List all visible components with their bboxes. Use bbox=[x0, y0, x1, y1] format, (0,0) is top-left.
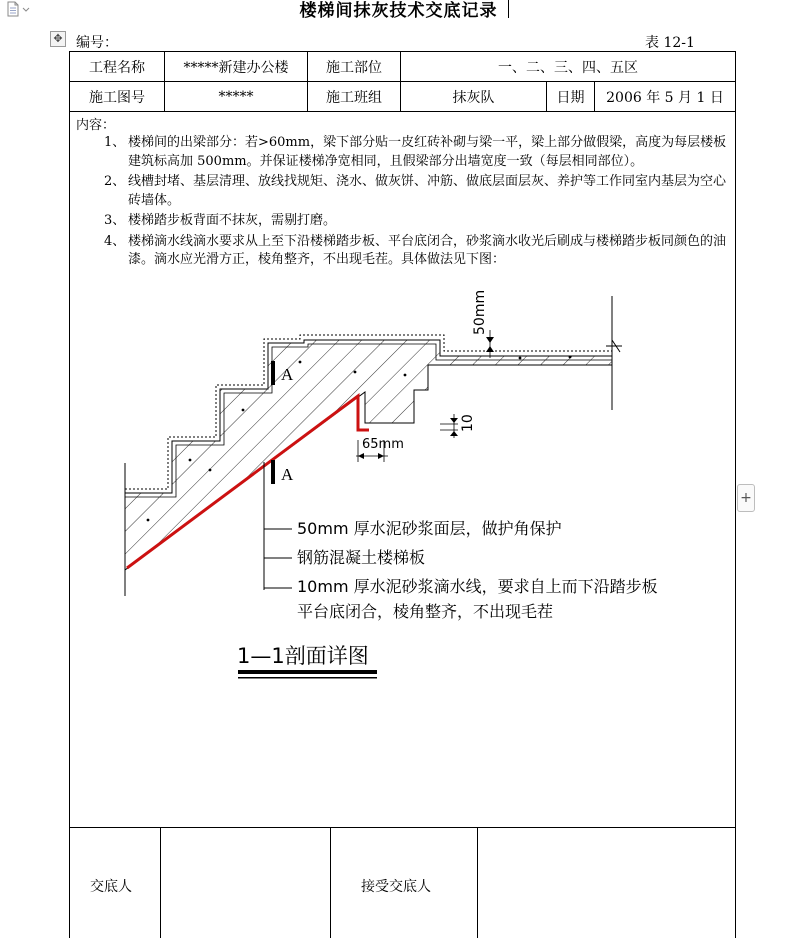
content-label: 内容： bbox=[76, 118, 116, 133]
list-item: 3、 楼梯踏步板背面不抹灰，需剔打磨。 bbox=[104, 213, 337, 228]
location-value[interactable]: 一、二、三、四、五区 bbox=[401, 52, 736, 82]
note-drip-line-2: 平台底闭合，棱角整齐，不出现毛茬 bbox=[297, 602, 554, 621]
date-value[interactable]: 2006 年 5 月 1 日 bbox=[595, 82, 736, 112]
section-mark-bottom-bar bbox=[271, 460, 275, 484]
location-label: 施工部位 bbox=[308, 52, 401, 82]
section-mark-bottom: A bbox=[281, 465, 294, 484]
svg-text:65mm: 65mm bbox=[362, 437, 404, 452]
svg-text:50mm: 50mm bbox=[472, 289, 488, 335]
document-title: 楼梯间抹灰技术交底记录 bbox=[299, 1, 498, 18]
list-item: 4、 楼梯滴水线滴水要求从上至下沿楼梯踏步板、平台底闭合，砂浆滴水收光后刷成与楼梯踏步板同颜色的油漆。滴水应光滑方正，棱角整齐，不出现毛茬。具体做法见下图： bbox=[104, 233, 727, 267]
receiver-label-cell bbox=[330, 828, 478, 938]
break-mark bbox=[606, 340, 622, 352]
drawing-no-label: 施工图号 bbox=[70, 82, 165, 112]
note-drip-line-1: 10mm 厚水泥砂浆滴水线，要求自上而下沿踏步板 bbox=[297, 577, 658, 596]
number-label: 编号： bbox=[76, 35, 118, 51]
team-label: 施工班组 bbox=[308, 82, 401, 112]
project-name-value[interactable]: *****新建办公楼 bbox=[165, 52, 308, 82]
list-item: 2、 线槽封堵、基层清理、放线找规矩、浇水、做灰饼、冲筋、做底层面层灰、养护等工作同室内基层为空心砖墙体。 bbox=[104, 174, 727, 208]
signature-row bbox=[69, 828, 736, 938]
dimension-65mm bbox=[356, 437, 404, 462]
dimension-50mm bbox=[472, 290, 494, 358]
receiver-sign-cell[interactable] bbox=[477, 828, 735, 938]
diagram-caption: 1—1剖面详图 bbox=[237, 644, 369, 668]
handover-label-cell bbox=[70, 828, 161, 938]
section-mark-top: A bbox=[281, 365, 294, 384]
note-rc-stair-slab: 钢筋混凝土楼梯板 bbox=[297, 548, 426, 567]
note-mortar-surface: 50mm 厚水泥砂浆面层，做护角保护 bbox=[297, 519, 562, 538]
section-mark-top-bar bbox=[271, 361, 275, 385]
handover-sign-cell[interactable] bbox=[160, 828, 331, 938]
drawing-no-value[interactable]: ***** bbox=[165, 82, 308, 112]
table-number: 表 12-1 bbox=[645, 35, 695, 51]
date-label: 日期 bbox=[547, 82, 595, 112]
caption-underline-thick bbox=[238, 670, 377, 674]
receiver-label: 接受交底人 bbox=[361, 879, 431, 895]
handover-label: 交底人 bbox=[90, 879, 132, 895]
list-item: 1、 楼梯间的出梁部分：若>60mm，梁下部分贴一皮红砖补砌与梁一平，梁上部分做假梁，高度为每层楼板建筑标高加 500mm。并保证楼梯净宽相同，且假梁部分出墙宽度一致（每层相同部位）。 bbox=[104, 135, 727, 169]
team-value[interactable]: 抹灰队 bbox=[401, 82, 547, 112]
project-name-label: 工程名称 bbox=[70, 52, 165, 82]
dimension-10 bbox=[440, 414, 476, 438]
table-move-handle-icon[interactable]: ✥ bbox=[50, 31, 66, 47]
svg-text:10: 10 bbox=[460, 414, 476, 432]
caption-underline-thin bbox=[238, 677, 377, 679]
add-row-icon[interactable]: + bbox=[737, 484, 755, 512]
